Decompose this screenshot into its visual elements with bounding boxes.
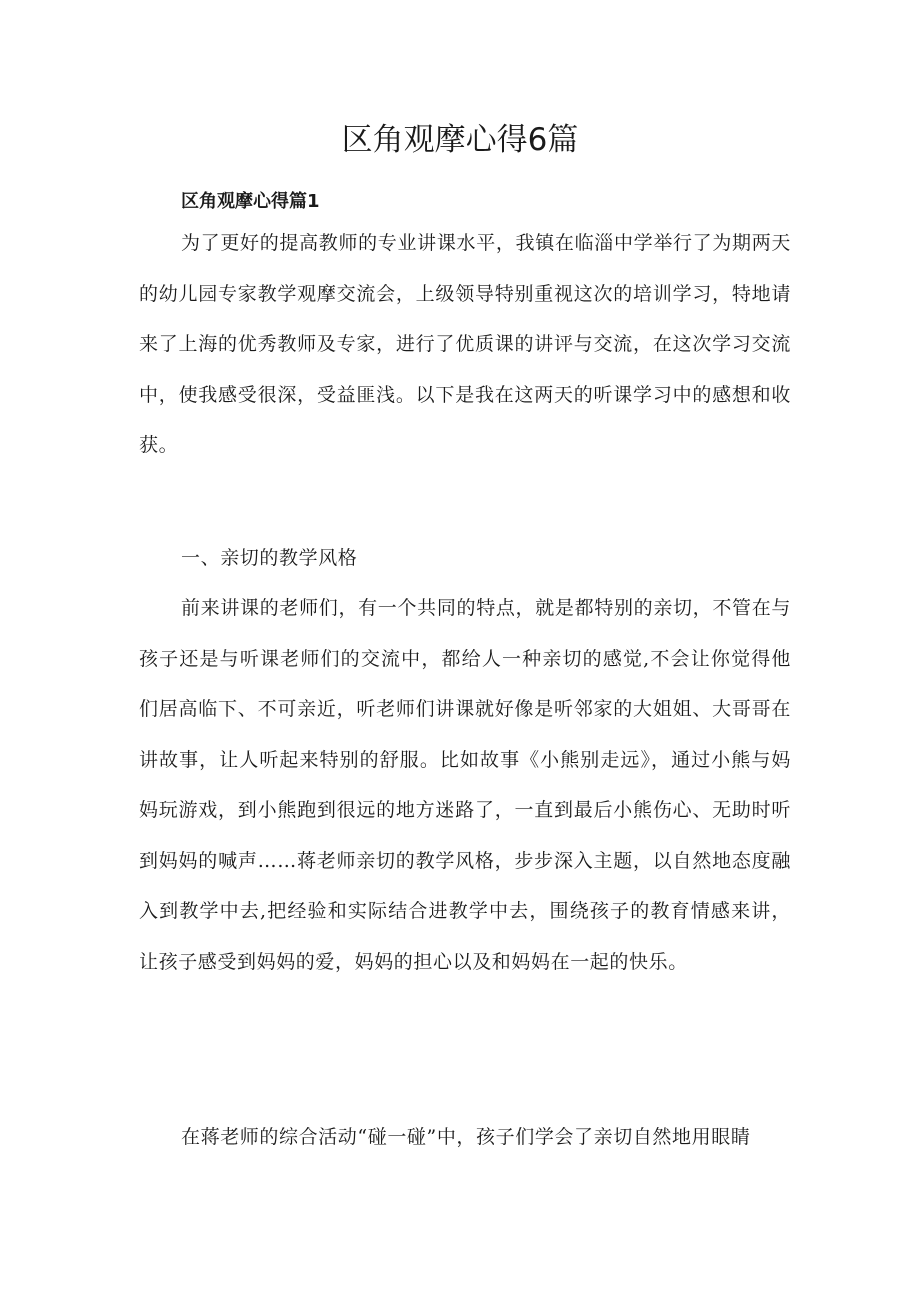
paragraph-intro: 为了更好的提高教师的专业讲课水平，我镇在临淄中学举行了为期两天的幼儿园专家教学观摩交流会，上级领导特别重视这次的培训学习，特地请来了上海的优秀教师及专家，进行了优质课的讲评与交流，在这次学习交流中，使我感受很深，受益匪浅。以下是我在这两天的听课学习中的感想和收获。 bbox=[139, 232, 791, 456]
paragraph-teaching-style: 前来讲课的老师们，有一个共同的特点，就是都特别的亲切，不管在与孩子还是与听课老师们的交流中，都给人一种亲切的感觉,不会让你觉得他们居高临下、不可亲近，听老师们讲课就好像是听邻家的大姐姐、大哥哥在讲故事，让人听起来特别的舒服。比如故事《小熊别走远》，通过小熊与妈妈玩游戏，到小熊跑到很远的地方迷路了，一直到最后小熊伤心、无助时听到妈妈的喊声……蒋老师亲切的教学风格，步步深入主题，以自然地态度融入到教学中去,把经验和实际结合进教学中去，围绕孩子的教育情感来讲，让孩子感受到妈妈的爱，妈妈的担心以及和妈妈在一起的快乐。 bbox=[139, 597, 791, 973]
paragraph-activity: 在蒋老师的综合活动“碰一碰”中，孩子们学会了亲切自然地用眼睛 bbox=[181, 1126, 751, 1148]
subheading-teaching-style: 一、亲切的教学风格 bbox=[181, 547, 358, 569]
section-heading: 区角观摩心得篇1 bbox=[181, 191, 320, 212]
document-title: 区角观摩心得6篇 bbox=[341, 122, 579, 158]
